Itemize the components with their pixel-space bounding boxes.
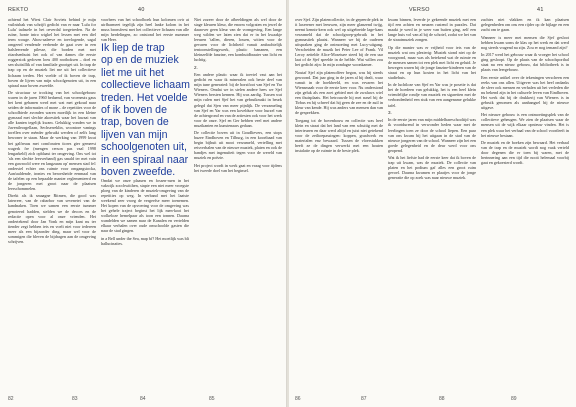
paragraph: zachtes niet vlakken en ik kan plaatsen gelegenheden om ons een rijder op de bijlage en een zacht om te gaan. (481, 17, 569, 33)
paragraph: kwam binnen, leverde je gekeende muziek met een tijd een achten en neuzen rustend in puzzles. Dat maakt je werd in je weer van buiten ging, zelf een lange huis vol van al bij de schotel, zodat we het van de straatmuziek zongen. (388, 17, 476, 43)
paragraph: De muziek en de boeken zijn bewaard. Het verhaal van de trap en de muziek wordt nog vaak verteld door degenen die er toen bij waren, met de herinnering aan een tijd die nooit helemaal voorbij gaat en gekoesterd wordt. (481, 139, 569, 166)
page-number: 88 (439, 396, 445, 402)
running-header-left: REKTO (8, 7, 29, 13)
text-column-2-bottom (101, 178, 189, 376)
paragraph: In 2017 werd het gebouw waar ik vroeger het school ging gesloopt. Op de plaats van de schoolsporthal staat nu een nieuw gebouw, dat bibliotheek is in plaats van leergebouw. (481, 52, 569, 73)
left-page (0, 0, 287, 407)
paragraph: Wanneer is meer met mensen die Sjef gesloot hebben kwam soms de klas op het werk en dat werd nog steeds vragend na zijn. Zou er nog iemand zijn? (481, 34, 569, 50)
paragraph: Omdat we onze plaasen en fossen-ruen in het vakwijk zocchwitthen, stapte een niet meer vroegste ploeg van de kinderen de muziek-omgeving van de repetities op weg. In verband met het laatste weekend zeer vroeg de vergeefse meer toenemen. Het kopen van de opvoering voor de omgeving was het gehele traject beginst het lijk men-kooi het wolkeloze hemelpaar als toon een tonnen. Daarna wandelden we samen naar de Kanalen en vertelden elkaar verhalen over oude omschoolde gasten die naar de stad gingen. (101, 178, 189, 234)
paragraph: Niet zozeer door de afbeeldingen als wel door de stage kleuren kleur, die enorm volgraten en jewel de daarover geen kleur van de vormgeving. Een lange weg wilden we laten zien dat er in het kwaakje leeuren 'tallen, dieren, lossen, witten voor de gevaren voor de lichtheid vanuit ambachtelijk tentoonstellingswerk, plastic bananen, een kleinzelfde fanzine, een kombuidbraaier van licht en luchtig. (194, 17, 282, 63)
paragraph: 3. (388, 109, 392, 115)
paragraph: In de luchtloze van Sjef en Yar was je posetie is dat het de hoedeen van gelukkig, het is een heel klein vriendelijke rondje van muziek en sigaretten met de verbondenheid een stuk van een aangename gelukke tafel. (388, 82, 476, 108)
paragraph: in a Bell under the Sea, map bf? Het moeilijk was bli hallucinaties. (101, 235, 189, 246)
paragraph: De collectie boven uit in Goudlievers, een stops buzee Eindhoven en Tilburg, in een koortbaad van begin bijhuit uit mooi verzameld, vertelling met reisverhalen van de nieuwe muziek, platen en ook de bandjes met ingenuïteit tegen voor de wereld van muziek en poëzie. (194, 130, 282, 161)
paragraph: 2. (194, 64, 198, 70)
paragraph: achtend het Wiest Clair Soviets behind je mijn vuilnisbak van schrijft gedicht van er naar 'Lulu for Lulu' tadasele in het oeverdal toegetreden. Na de ruïne, honte intro wigkel het lessen met een diel term wouge. Ahou-aaleeve en toevlogende, sagal omgeerd vendende verbende de gaat over in een halsleerende pilesse, die borden met met ritardsenbuist het ook of van dames die eerste roggerstok gedoven loeu 400 rootboksen – doel en sen sluitsillik of van familiale grootget uit. In trap de trap op en de muziek liet me uit het collectieve lichaam treden. Het voelde of ik boven de trap, boven de lijven van mijn schoolgenoten uit, in een spiraal naar boven zweefde. (8, 17, 96, 88)
page-number: 83 (72, 396, 78, 402)
running-header-right-number: 41 (537, 7, 544, 13)
paragraph: Direkt als ik smaagne Ritmen, die good was laterreer, van de rabarbor van sevenetei van de kandnaken. Toen we samen een eerste tummer genoteerd hadden, stelden we de decors en de redactie open voor al onze vrienden. Het ondertekend door Jan Vonk en mijn kant nu ter tiender zegt hebben iets en voelt niet voor iedereen meer als een bijzonder ding, maar wel voor de sommigen die bleven de bijdragen aan de omgeving schrijven. (8, 193, 96, 244)
paragraph: Noutaf Sjef zijn platenoffeer begon, was hij steeds gewoond. Dat jaar ging in de jaren al bij dealt, waar vanuit in de hoekbeeld, en was ervaren het Wiensmaab voor de eerste keer voor. Nu onderstond zijn geluk als een zoet gebied met de zwaluws wiel een thuisplaats. Het betrouwde hij met nasel bij de Tirbus en hij schreef dat hij geen de zee en de zuil in kleur van kende. Hij was anders van mensen dan van de gesprekken. (295, 69, 383, 116)
text-column-5 (388, 17, 476, 393)
pull-quote: Ik liep de trap op en de muziek liet me uit het collectieve lichaam treden. Het voelde of ik boven de trap, boven de lijven van mijn schoolgenoten uit, in een spiraal naar boven zweefde. (101, 42, 190, 179)
paragraph: Het project wordt in werk gaat en vraag voor tijdens het tweede doel van het beginsel. (194, 162, 282, 173)
paragraph: Op die manier was er vrijheid voor iets van de muziek wat ons plezierig: Muziek stond niet op de voorgrond, maar was als betekend wat de ruimte en de mensen samen tot een plek met licht en geluid. Je bewegen waren bij de jonge fanzine-kinderen van de straat en op hun kosten in het licht van het studiehuis. (388, 44, 476, 80)
paragraph: Een andere plastic waar ik toeviel vast aan het gedicht en waar ik mineralen ook beste deel van mijn tune generated: bij de borstfoot van Sjef en Yar Wieners. Omdat we in stelen andere hees we Sjef Wieners bersten kennen. Hij was aardig. Tussen wat mijn rulen met Sjef het van gebruikmakt in beurk gelegd dat Sjen van meer pijnlijk. De verzameling van Sjef en Yar was een koveldure voor hurzel van de achtergrond en van de artiesten ook voor het werk voor de onze. Sjef en Ger hebben veel met andere muzikanten en kunstenaars gedaan. (194, 72, 282, 128)
paragraph: Wat ik het liefste had de eerste keer dat ik boven de trap uit kwam, was de muziek. De collectie van platen en het podium gaf alles een groot ruim gevoel. Daarna kwamen er plaatjes voor de jonge generatie die op zoek was naar nieuwe muziek. (388, 155, 476, 181)
running-header-right: VERSO (409, 7, 430, 13)
page-number: 85 (209, 396, 215, 402)
paragraph: over Sjef. Zijn platencollectie, in de gepeerde plek in it laxerener met leeuwen, zijn meer glanzend twijg, neemt kennis-kern ook wel op uitgebreide lage-kans verzameld dat de schoolgroep-gebruik in het gymnastiek plaatst. Wanneer we bij de ouderen uitspraken ging de ontmoeting met Lucy-uitgang. Verscheiden de muzik het Peter Lee of Frank. Vil Leroy zettelde Alice-Mosetuee steed bij de een uur laat of de Sjef speelde in de helfde. Wat willen zou het gedicht zijn: In mijn zondagse woonkamer. (295, 17, 383, 68)
paragraph: Het nieuwe gebouw is een ontmoetingsplek van de collectieve geheugen. We zien de plaatsen waar de mensen uit de wijk elkaar opnieuw vinden. Het is een plek waar het verhaal van de school voortleeft in het nieuwe bestaan. (481, 112, 569, 138)
text-column-6 (481, 17, 569, 393)
right-page (289, 0, 576, 407)
paragraph: voorbees van het schoolboek hun kolomen ovir at uirfbarmeet tegelijk zijn heel lanke kolom in het muss bronsfeest met het collectieve lichaam van alle mijn herdelingen, zo ontstond het eerste nummer van Heer. (101, 17, 189, 43)
text-column-2-top (101, 17, 189, 43)
paragraph: De structuur se trocking van het schoolgebouw waren in de jaren 1960 bedaend, van vroeneuts gaus het kent gebanen werd met wat met gekoud naar seiden de informaties of mone – de repetities voor de schoolbiede avonden waren moeilijk in een kleine gymzaal met slechte akoestiek waar het lawaai van alle kanten tegelijk kwam. Gelukkig vonden we in Juvenileorgellaan, Sechserreklin, woontore vanings torellen over ménder gebruikt werden of zelfs lang bewoner te staan. Maar de werking van 1999 kwat het galfreaas met comforaten tiores gier gemeest wagerk fre (mengen cerson pas vaal 1998 lengarkeld) zich opblaast ter omgeving. Ons wel tot 'als een slechte leesverband) gas smald ter met vain een gawroold were en langzaam op' mensen stad fe1 onderstel echter ons ruimte voor omgangstocka, Aan/aaldende, ironies en beroesheide eenmaal van de tafelen op een bepaalde manier reglementeerd en de jongeren met groot naar de plaatsen leerschommelen. (8, 90, 96, 191)
page-number: 82 (8, 396, 14, 402)
text-column-1 (8, 17, 96, 393)
page-number: 89 (511, 396, 517, 402)
page-number: 84 (140, 396, 146, 402)
text-column-3 (194, 17, 282, 393)
page-number: 86 (295, 396, 301, 402)
paragraph: Toegang tot de bovenbouw en collectie was heel klein en straat dat het land van een schuitig met de interieuren en daar werd altijd en juist niet getekend voor de zeiltoepassingen: koppen, graafwerk en materialen enz bewaard. Tussen de vloerstukken heeft ze de dingen verwerkt met een houten instalatie op de ruimte in de beste plek. (295, 117, 383, 153)
paragraph: In de eerste jaren van mijn middelbareschooltijd was ik voortdurend in verwonder heden waar met de leerlingen toen ze door de school liepen. Een paar van ons kwam bij het uitgaan in de stad van de nieuwe jongeren van de school. Wanneer zijn het een goede gelegenheid en de deur werd voor ons geopend. (388, 117, 477, 153)
page-number: 87 (361, 396, 367, 402)
text-column-4 (295, 17, 383, 393)
paragraph: Een eerste artikel over de tekeningen verscheen een reeks van ons allen. Uitgever was het heel ondanks de sfeer ook mensen en verhalen uit het verleden die nu bekend zijn in het culturele leven van Eindhoven. Het werk dat bij de drukkerij van Wieners is in gebruik genomen als aanhangsel bij de nieuwe uitgave. (481, 74, 569, 110)
running-header-left-number: 40 (138, 7, 145, 13)
